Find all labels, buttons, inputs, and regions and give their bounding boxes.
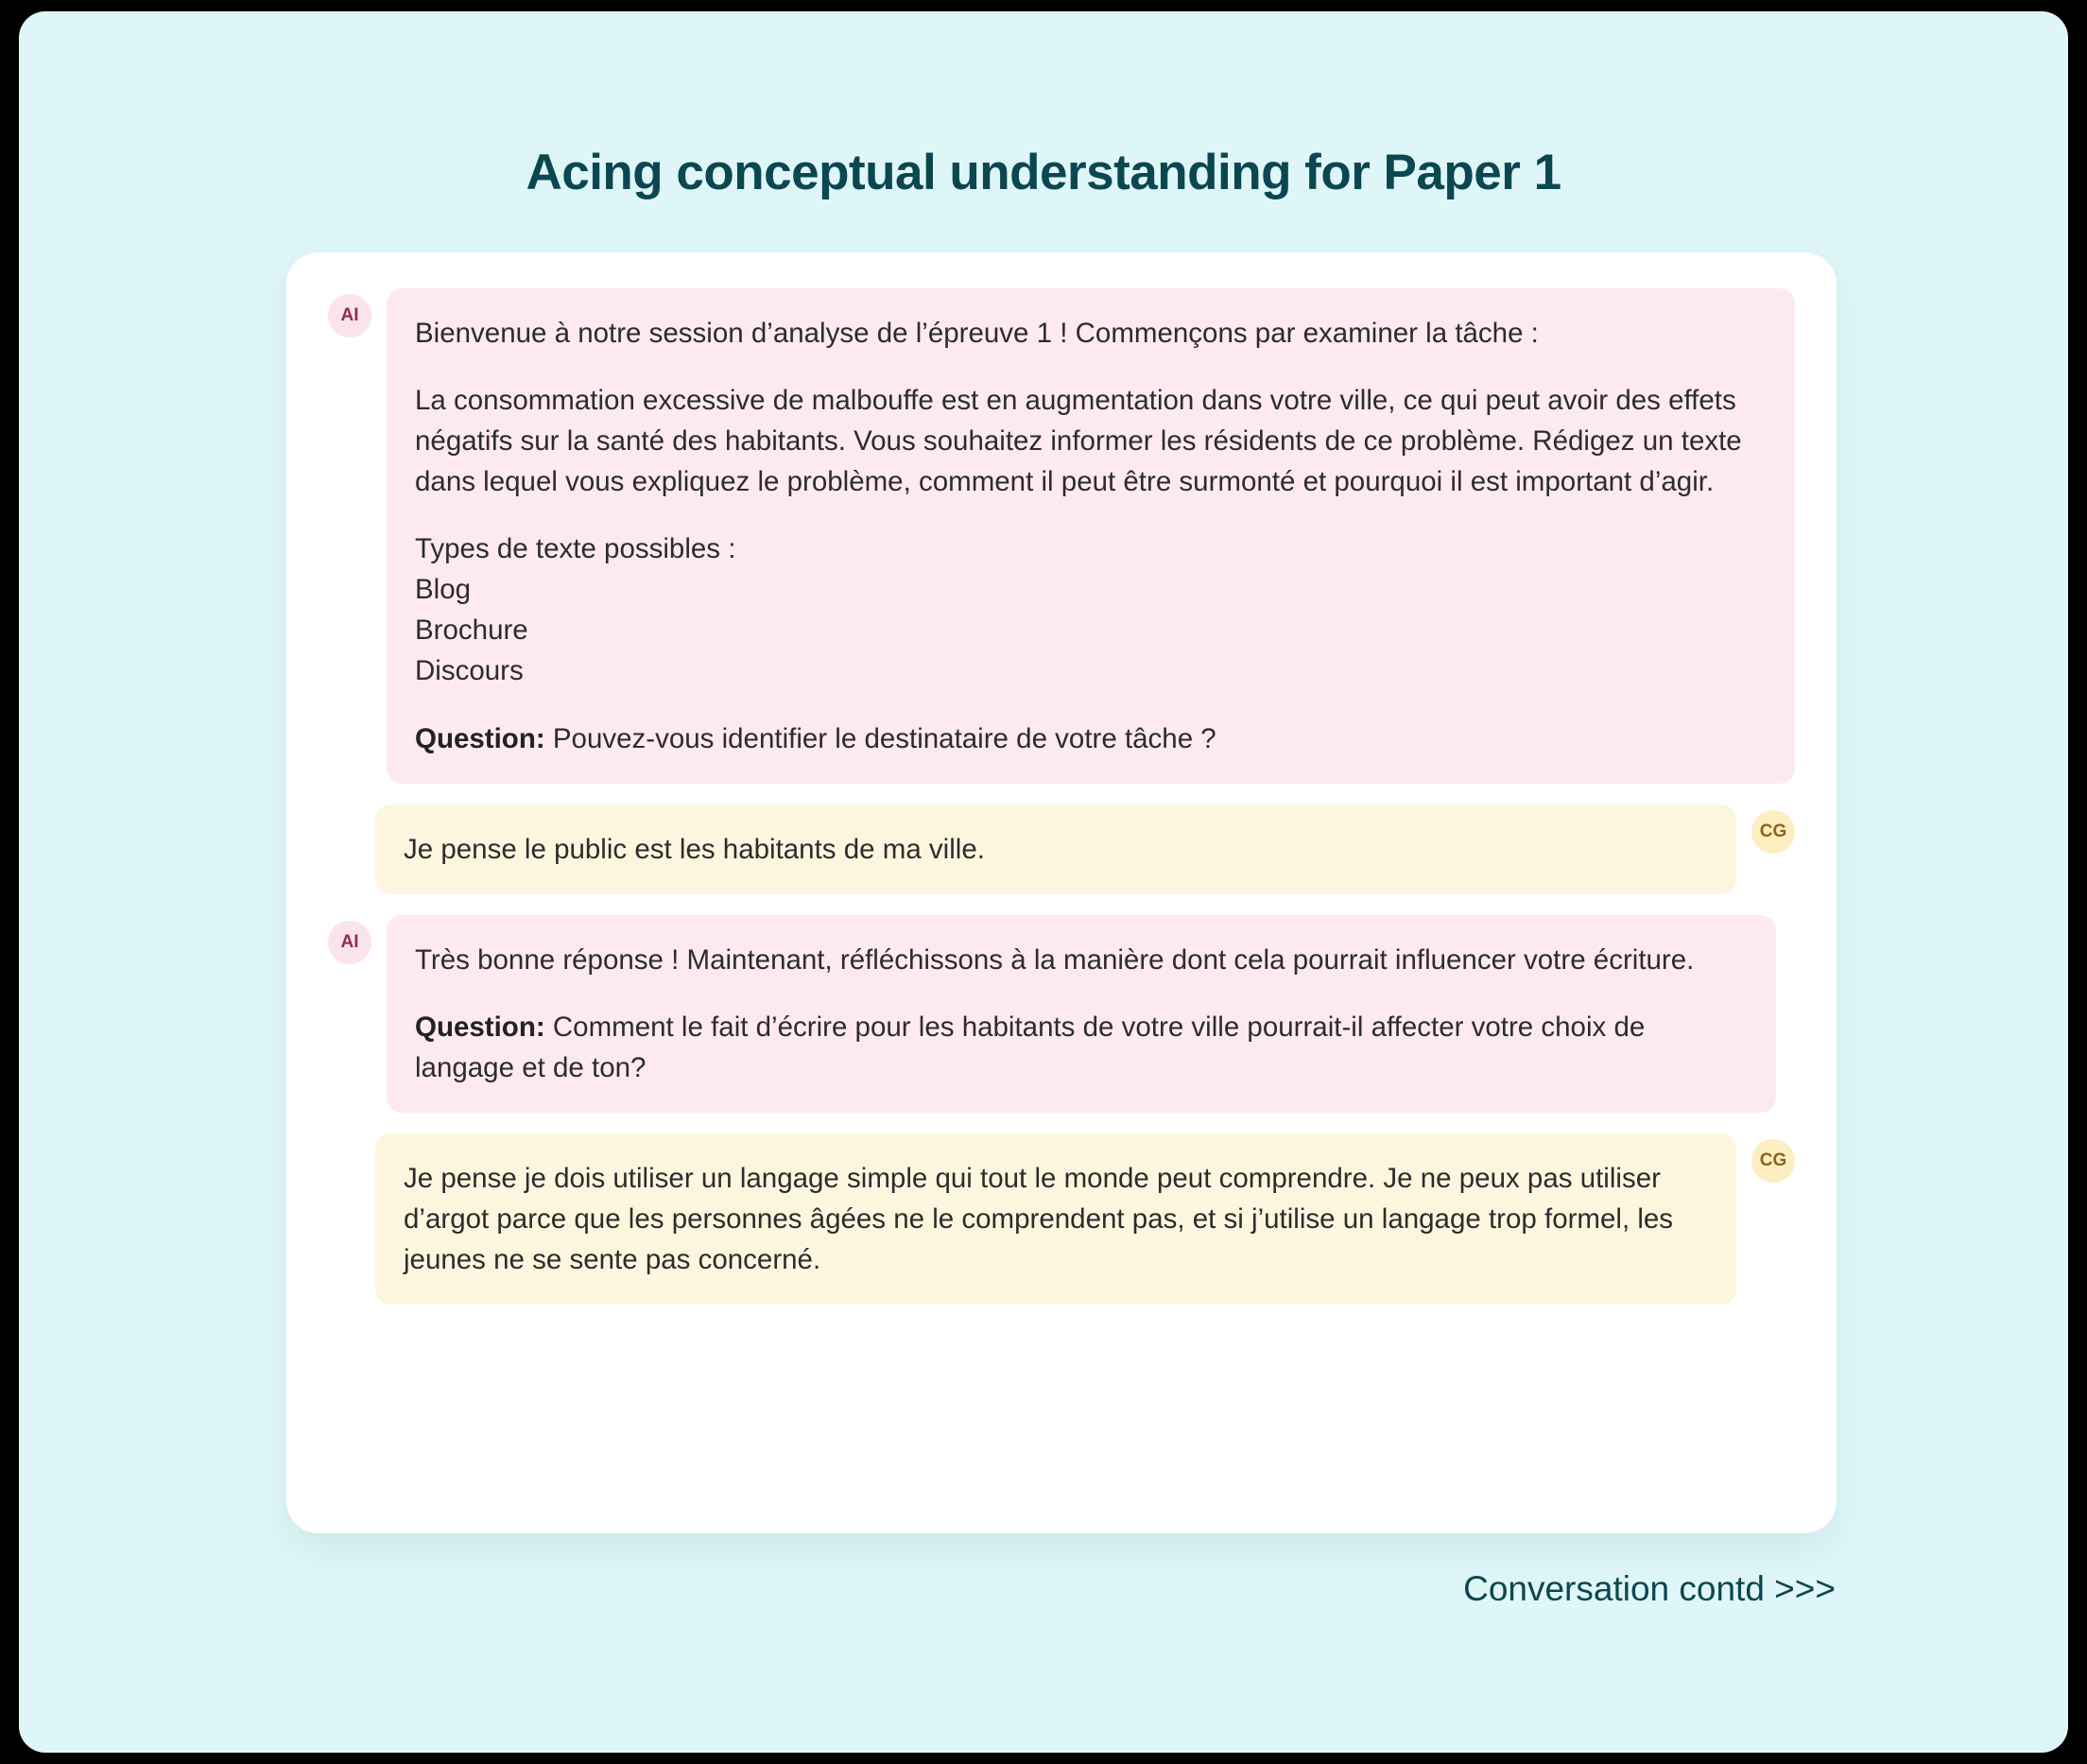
text-type-option-discours: Discours xyxy=(415,655,524,687)
message-row-ai-1 xyxy=(328,288,1795,784)
question-text: Comment le fait d’écrire pour les habitants de votre ville pourrait-il affecter votre choix de langage et de ton? xyxy=(415,1011,1646,1083)
message-paragraph: La consommation excessive de malbouffe est en augmentation dans votre ville, ce qui peut avoir des effets négatifs sur la santé des habitants. Vous souhaitez informer les résidents de ce problème. Rédigez un texte dans lequel vous expliquez le problème, comment il peut être surmonté et pourquoi il est important d’agir. xyxy=(415,385,1742,498)
text-type-option-brochure: Brochure xyxy=(415,614,528,647)
message-paragraph: Je pense je dois utiliser un langage simple qui tout le monde peut comprendre. Je ne peux pas utiliser d’argot parce que les personnes âgées ne le comprendent pas, et si j’utilise un langage trop formel, les jeunes ne se sente pas concerné. xyxy=(404,1162,1674,1275)
message-paragraph: Types de texte possibles : xyxy=(415,533,736,565)
avatar-ai: AI xyxy=(328,921,371,964)
message-bubble-ai-2 xyxy=(387,915,1776,1113)
message-question xyxy=(415,1007,1748,1088)
message-bubble-user-2 xyxy=(375,1133,1736,1305)
message-paragraph: Bienvenue à notre session d’analyse de l’épreuve 1 ! Commençons par examiner la tâche : xyxy=(415,318,1539,349)
question-label: Question: xyxy=(415,1011,545,1043)
chat-card xyxy=(286,252,1837,1533)
avatar-ai: AI xyxy=(328,294,371,337)
message-row-user-2 xyxy=(328,1133,1795,1305)
page-title: Acing conceptual understanding for Paper 1 xyxy=(526,145,1561,200)
avatar-user: CG xyxy=(1751,1139,1795,1183)
question-text: Pouvez-vous identifier le destinataire de votre tâche ? xyxy=(544,722,1216,754)
message-question xyxy=(415,718,1767,759)
question-label: Question: xyxy=(415,722,545,754)
message-row-user-1 xyxy=(328,804,1795,894)
app-screen xyxy=(19,11,2068,1753)
message-bubble-user-1 xyxy=(375,804,1736,894)
message-paragraph: Très bonne réponse ! Maintenant, réfléchissons à la manière dont cela pourrait influencer votre écriture. xyxy=(415,943,1695,976)
text-type-option-blog: Blog xyxy=(415,574,472,606)
conversation-continued-link[interactable]: Conversation contd >>> xyxy=(1463,1569,1836,1608)
message-paragraph: Je pense le public est les habitants de ma ville. xyxy=(404,833,985,865)
conversation-thread xyxy=(286,252,1837,1533)
avatar-user: CG xyxy=(1751,810,1795,854)
message-row-ai-2 xyxy=(328,915,1795,1113)
message-bubble-ai-1 xyxy=(387,288,1795,784)
